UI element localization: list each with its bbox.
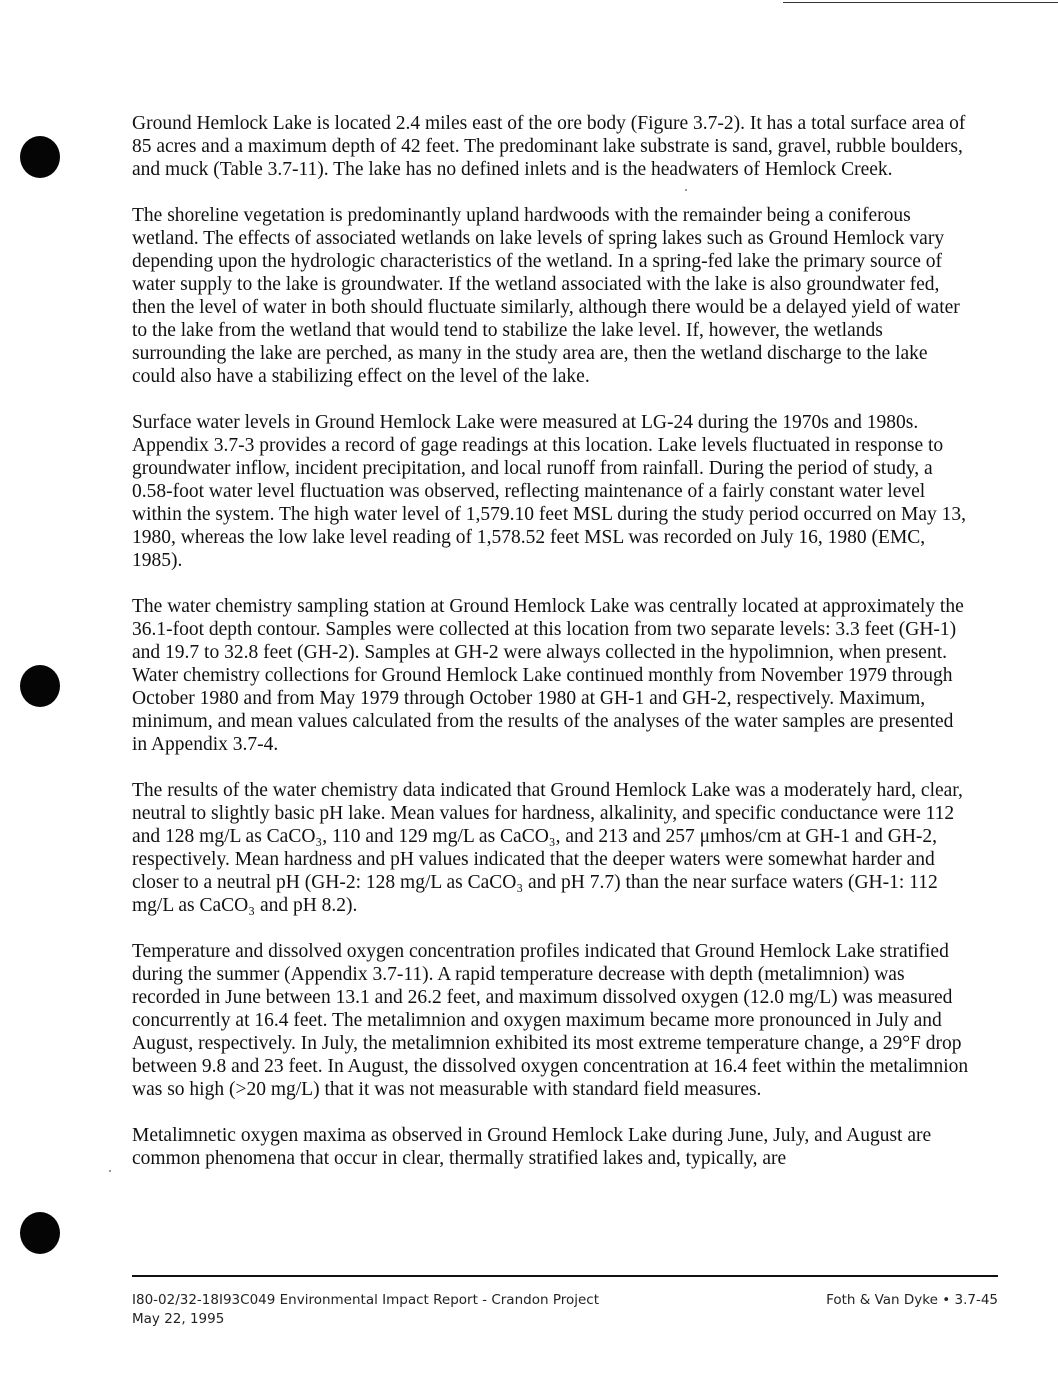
- punch-hole-middle: [20, 665, 60, 707]
- top-edge-rule: [783, 2, 1058, 3]
- footer-rule: [132, 1275, 998, 1277]
- paragraph: Surface water levels in Ground Hemlock Lake were measured at LG-24 during the 1970s and 1980s. Appendix 3.7-3 provides a record of gage readings at this location. Lake levels fluctuated in response to groundwater inflow, incident precipitation, and local runoff from rainfall. During the period of study, a 0.58-foot water level fluctuation was observed, reflecting maintenance of a fairly constant water level within the system. The high water level of 1,579.10 feet MSL during the study period occurred on May 13, 1980, whereas the low lake level reading of 1,578.52 feet MSL was recorded on July 16, 1980 (EMC, 1985).: [132, 412, 966, 571]
- footer-left: [132, 1291, 732, 1329]
- scan-speck: [109, 1170, 111, 1172]
- footer-doc-code: I80-02/32-18I93C049 Environmental Impact Report - Crandon Project: [132, 1292, 600, 1308]
- punch-hole-top: [20, 136, 60, 178]
- punch-hole-bottom: [20, 1212, 60, 1254]
- paragraph: The shoreline vegetation is predominantly upland hardwoods with the remainder being a coniferous wetland. The effects of associated wetlands on lake levels of spring lakes such as Ground Hemlock vary depending upon the hydrologic characteristics of the wetland. In a spring-fed lake the primary source of water supply to the lake is groundwater. If the wetland associated with the lake is also groundwater fed, then the level of water in both should fluctuate similarly, although there would be a delayed yield of water to the lake from the wetland that would tend to stabilize the lake level. If, however, the wetlands surrounding the lake are perched, as many in the study area are, then the wetland discharge to the lake could also have a stabilizing effect on the level of the lake.: [132, 205, 960, 387]
- footer-date: May 22, 1995: [132, 1311, 225, 1327]
- footer-page-id: Foth & Van Dyke • 3.7-45: [826, 1292, 998, 1308]
- paragraph: The results of the water chemistry data indicated that Ground Hemlock Lake was a moderately hard, clear, neutral to slightly basic pH lake. Mean values for hardness, alkalinity, and specific conductance were 112 and 128 mg/L as CaCO₃, 110 and 129 mg/L as CaCO₃, and 213 and 257 μmhos/cm at GH-1 and GH-2, respectively. Mean hardness and pH values indicated that the deeper waters were somewhat harder and closer to a neutral pH (GH-2: 128 mg/L as CaCO₃ and pH 7.7) than the near surface waters (GH-1: 112 mg/L as CaCO₃ and pH 8.2).: [132, 780, 963, 916]
- report-body: [132, 112, 972, 1193]
- paragraph: Temperature and dissolved oxygen concentration profiles indicated that Ground Hemlock Lake stratified during the summer (Appendix 3.7-11). A rapid temperature decrease with depth (metalimnion) was recorded in June between 13.1 and 26.2 feet, and maximum dissolved oxygen (12.0 mg/L) was measured concurrently at 16.4 feet. The metalimnion and oxygen maximum became more pronounced in July and August, respectively. In July, the metalimnion exhibited its most extreme temperature change, a 29°F drop between 9.8 and 23 feet. In August, the dissolved oxygen concentration at 16.4 feet within the metalimnion was so high (>20 mg/L) that it was not measurable with standard field measures.: [132, 941, 969, 1100]
- paragraph: The water chemistry sampling station at Ground Hemlock Lake was centrally located at approximately the 36.1-foot depth contour. Samples were collected at this location from two separate levels: 3.3 feet (GH-1) and 19.7 to 32.8 feet (GH-2). Samples at GH-2 were always collected in the hypolimnion, when present. Water chemistry collections for Ground Hemlock Lake continued monthly from November 1979 through October 1980 and from May 1979 through October 1980 at GH-1 and GH-2, respectively. Maximum, minimum, and mean values calculated from the results of the analyses of the water samples are presented in Appendix 3.7-4.: [132, 596, 964, 755]
- paragraph: Metalimnetic oxygen maxima as observed in Ground Hemlock Lake during June, July, and August are common phenomena that occur in clear, thermally stratified lakes and, typically, are: [132, 1125, 932, 1169]
- paragraph: Ground Hemlock Lake is located 2.4 miles east of the ore body (Figure 3.7-2). It has a total surface area of 85 acres and a maximum depth of 42 feet. The predominant lake substrate is sand, gravel, rubble boulders, and muck (Table 3.7-11). The lake has no defined inlets and is the headwaters of Hemlock Creek.: [132, 113, 966, 180]
